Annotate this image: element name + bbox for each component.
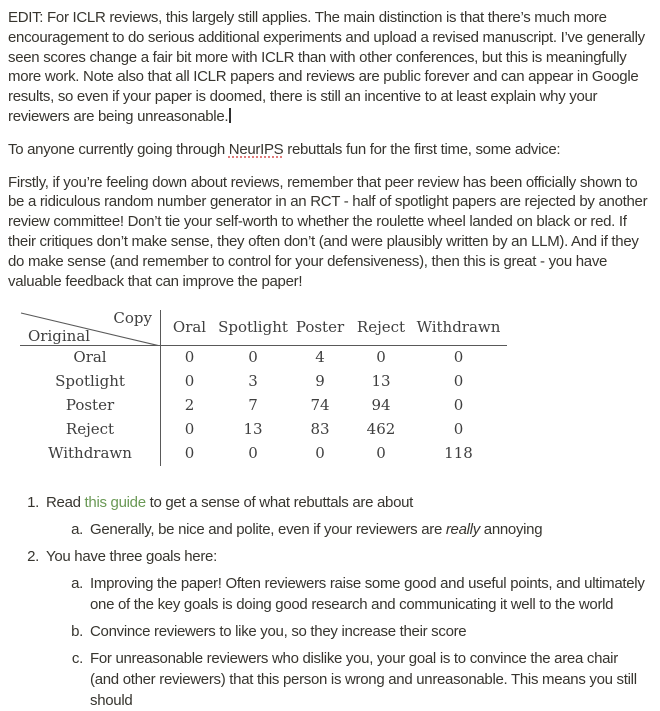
list-item-1-text <box>46 492 606 513</box>
table-column-header: Reject <box>352 310 410 346</box>
table-cell: 0 <box>160 418 218 442</box>
list-item-2b-text: Convince reviewers to like you, so they increase their score <box>90 623 467 641</box>
table-cell: 0 <box>453 420 464 439</box>
list-item-2b[interactable] <box>8 621 652 642</box>
table-cell: 0 <box>160 442 218 466</box>
table-cell: 4 <box>315 348 325 367</box>
table-cell: 0 <box>453 396 464 415</box>
table-corner-cell <box>20 310 160 346</box>
table-corner-original-label: Original <box>28 327 91 346</box>
list-item-2a-text: Improving the paper! Often reviewers raise some good and useful points, and ultimately one of the key goals is doing good research and communicating it well to the world <box>90 575 645 614</box>
list-item-2b-marker: b. <box>71 623 83 641</box>
table-row-label: Reject <box>65 420 115 439</box>
table-cell: 462 <box>366 420 396 439</box>
table-cell: 0 <box>453 372 464 391</box>
document-editor[interactable] <box>8 8 652 711</box>
table-cell: 74 <box>310 396 330 415</box>
advice-list <box>8 492 652 711</box>
table-row-label: Spotlight <box>55 372 125 391</box>
paragraph-edit[interactable] <box>8 8 652 127</box>
table-cell: 0 <box>160 370 218 394</box>
results-table-grid <box>20 310 507 466</box>
paragraph-firstly[interactable] <box>8 173 652 292</box>
paragraph-intro[interactable] <box>8 140 652 160</box>
paragraph-edit-text: EDIT: For ICLR reviews, this largely still applies. The main distinction is that there’s much more encouragement to do serious additional experiments and upload a revised manuscript. I’ve generally seen scores change a fair bit more with ICLR than with other conferences, but this is meaningfully more work. Note also that all ICLR papers and reviews are public forever and can appear in Google results, so even if your paper is doomed, there is still an incentive to at least explain why your reviewers are being unreasonable. <box>8 9 645 125</box>
table-cell: 9 <box>315 372 325 391</box>
table-column-header: Spotlight <box>218 310 288 346</box>
intro-pre: To anyone currently going through <box>8 140 229 158</box>
table-row-label: Poster <box>65 396 115 415</box>
list-item-2-text: You have three goals here: <box>46 548 217 566</box>
intro-post: rebuttals fun for the first time, some advice: <box>283 140 561 158</box>
list-item-1a-text <box>90 519 650 540</box>
list-item-2a-marker: a. <box>71 575 83 593</box>
table-cell: 2 <box>160 394 218 418</box>
list-item-2c-text: For unreasonable reviewers who dislike you, your goal is to convince the area chair (and other reviewers) that this person is wrong and unreasonable. This means you still should <box>90 650 637 710</box>
table-column-header: Withdrawn <box>410 310 507 346</box>
text-cursor <box>229 108 231 123</box>
table-cell: 94 <box>371 396 391 415</box>
table-cell: 7 <box>248 396 258 415</box>
list-item-1a-emphasis: really <box>445 521 480 539</box>
table-cell: 0 <box>376 444 386 463</box>
list-item-1a-pre: Generally, be nice and polite, even if your reviewers are <box>90 521 446 539</box>
table-cell: 0 <box>160 346 218 370</box>
table-cell: 0 <box>315 444 325 463</box>
table-corner-copy-label: Copy <box>113 309 152 328</box>
table-cell: 0 <box>453 348 464 367</box>
list-item-2[interactable] <box>8 546 652 567</box>
list-item-2c[interactable] <box>8 648 652 711</box>
list-item-1a-marker: a. <box>71 521 83 539</box>
list-item-2a[interactable] <box>8 573 652 615</box>
list-item-1a-post: annoying <box>479 521 543 539</box>
list-item-2c-marker: c. <box>71 650 83 668</box>
table-column-header: Oral <box>160 310 218 346</box>
table-cell: 118 <box>444 444 473 463</box>
table-cell: 0 <box>376 348 386 367</box>
list-item-2-marker: 2. <box>27 548 39 566</box>
table-cell: 13 <box>243 420 263 439</box>
table-cell: 0 <box>248 444 258 463</box>
list-item-1-pre: Read <box>46 494 85 512</box>
list-item-1-post: to get a sense of what rebuttals are about <box>145 494 414 512</box>
list-item-1-marker: 1. <box>27 494 39 512</box>
table-cell: 3 <box>248 372 258 391</box>
table-column-header: Poster <box>288 310 352 346</box>
misspelled-word: NeurIPS <box>228 140 284 158</box>
results-table[interactable] <box>20 310 652 466</box>
list-item-1a[interactable] <box>8 519 652 540</box>
table-cell: 83 <box>310 420 330 439</box>
table-row-label: Oral <box>73 348 107 367</box>
paragraph-firstly-text: Firstly, if you’re feeling down about reviews, remember that peer review has been officially shown to be a ridiculous random number generator in an RCT - half of spotlight papers are rejected by another review committee! Don’t tie your self-worth to whether the roulette wheel landed on black or red. If their critiques don’t make sense, they often don’t (and were plausibly written by an LLM). And if they do make sense (and remember to control for your defensiveness), then this is great - you have valuable feedback that can improve the paper! <box>8 173 648 290</box>
table-row-label: Withdrawn <box>48 444 132 463</box>
list-item-1[interactable] <box>8 492 652 513</box>
table-cell: 0 <box>248 348 258 367</box>
table-cell: 13 <box>371 372 391 391</box>
this-guide-link[interactable]: this guide <box>84 494 146 512</box>
